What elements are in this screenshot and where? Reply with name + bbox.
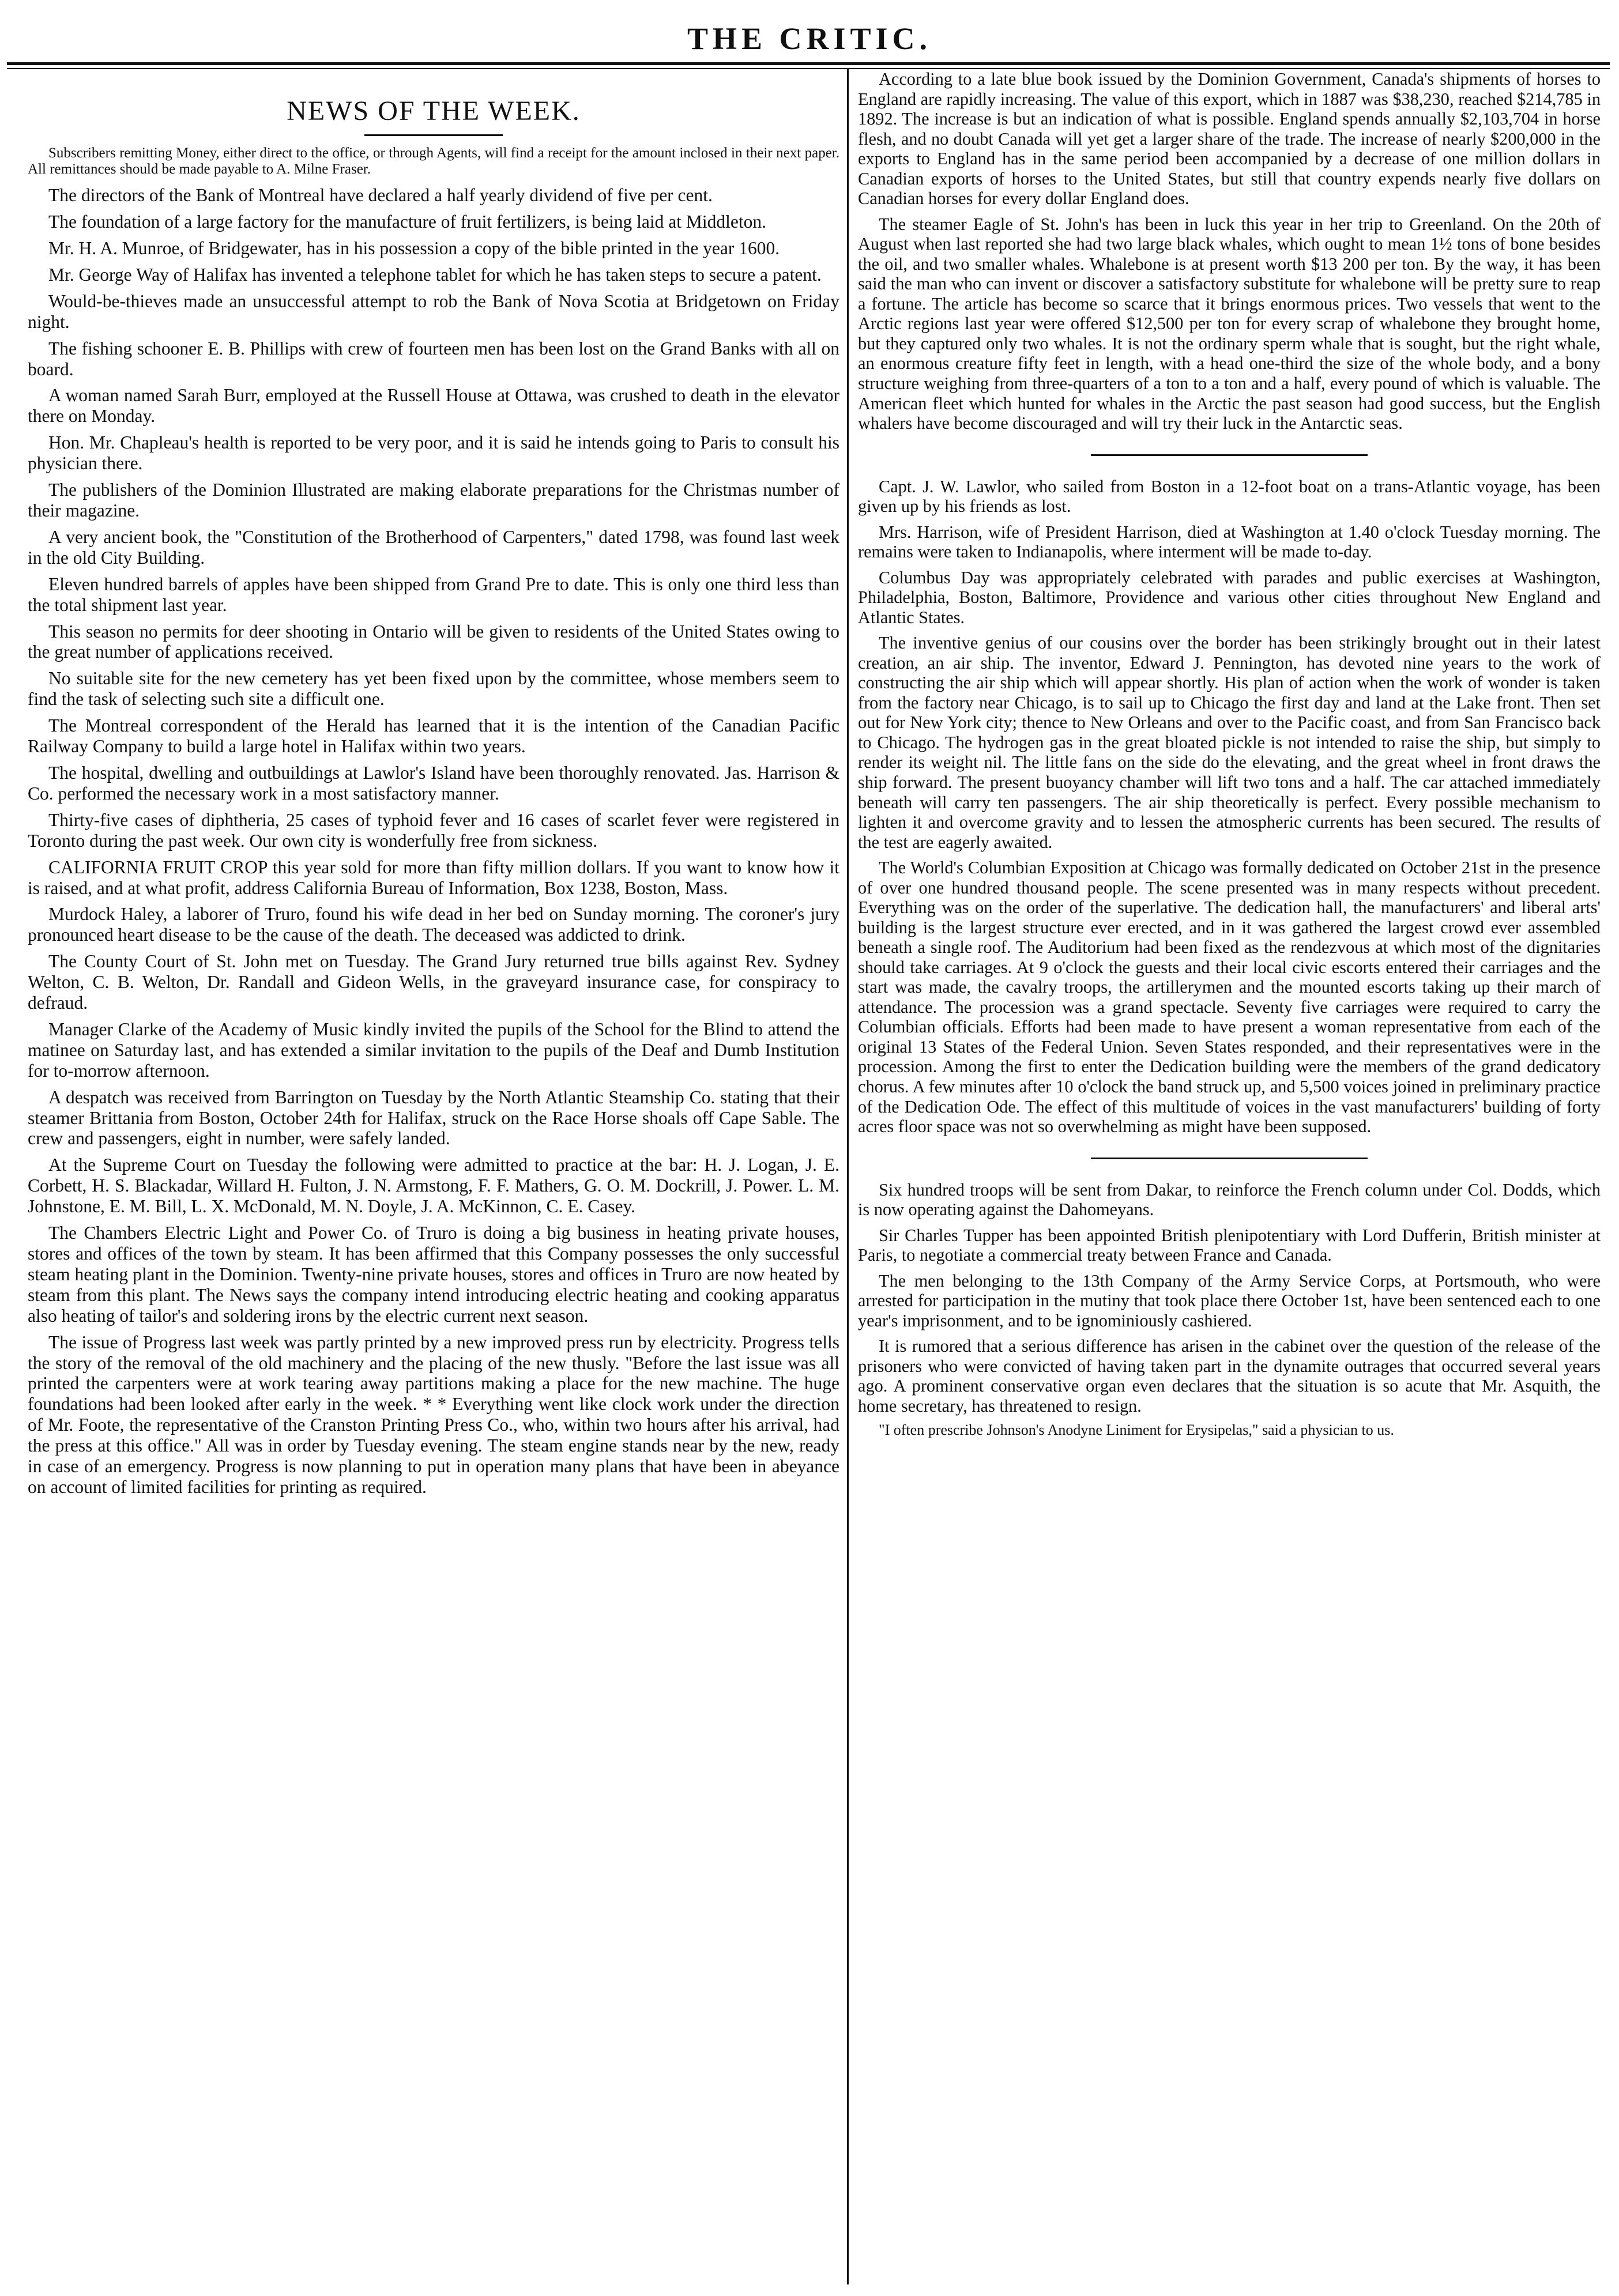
section-separator xyxy=(1091,454,1368,456)
news-item: Would-be-thieves made an unsuccessful attempt to rob the Bank of Nova Scotia at Bridgetown on Friday night. xyxy=(28,291,839,332)
news-item: The steamer Eagle of St. John's has been in luck this year in her trip to Greenland. On the 20th of August when last reported she had two large black whales, which ought to mean 1½ tons of bone besides the oil, and two smaller whales. Whalebone is at present worth $13 200 per ton. By the way, it has been said the man who can invent or discover a satisfactory substitute for whalebone will be pretty sure to reap a fortune. The article has become so scarce that it brings enormous prices. Two vessels that went to the Arctic regions last year were offered $12,500 per ton for every scrap of whalebone they brought home, but they captured only two whales. It is not the ordinary sperm whale that is sought, but the right whale, an enormous creature fifty feet in length, with a head one-third the size of the whole body, and a bony structure weighing from three-quarters of a ton to a ton and a half, every pound of which is valuable. The American fleet which hunted for whales in the Arctic the past season had good success, but the English whalers have become discouraged and will try their luck in the Antarctic seas. xyxy=(858,214,1601,433)
news-item: The foundation of a large factory for the manufacture of fruit fertilizers, is being laid at Middleton. xyxy=(48,212,766,232)
news-item: It is rumored that a serious difference has arisen in the cabinet over the question of the release of the prisoners who were convicted of having taken part in the dynamite outrages that occurred several years ago. A prominent conservative organ even declares that the situation is so acute that Mr. Asquith, the home secretary, has threatened to resign. xyxy=(858,1336,1601,1416)
news-item: Columbus Day was appropriately celebrated with parades and public exercises at Washington, Philadelphia, Boston, Baltimore, Providence and various other cities throughout New England and Atlantic States. xyxy=(858,567,1601,627)
news-item: Thirty-five cases of diphtheria, 25 cases of typhoid fever and 16 cases of scarlet fever were registered in Toronto during the past week. Our own city is wonderfully free from sickness. xyxy=(28,809,839,851)
news-item: Sir Charles Tupper has been appointed British plenipotentiary with Lord Dufferin, British minister at Paris, to negotiate a commercial treaty between France and Canada. xyxy=(858,1225,1601,1265)
news-item: The Montreal correspondent of the Herald has learned that it is the intention of the Canadian Pacific Railway Company to build a large hotel in Halifax within two years. xyxy=(28,715,839,757)
news-item: At the Supreme Court on Tuesday the following were admitted to practice at the bar: H. J. Logan, J. E. Corbett, H. S. Blackadar, Willard H. Fulton, J. N. Armstong, F. F. Mathers, G. O. M. Dockrill, J. Power. L. M. Johnstone, E. M. Bill, L. X. McDonald, M. N. Doyle, J. A. McKinnon, C. E. Casey. xyxy=(28,1155,839,1217)
section-separator xyxy=(1091,1158,1368,1159)
news-item: No suitable site for the new cemetery has yet been fixed upon by the committee, whose members seem to find the task of selecting such site a difficult one. xyxy=(28,668,839,710)
news-item: Capt. J. W. Lawlor, who sailed from Boston in a 12-foot boat on a trans-Atlantic voyage, has been given up by his friends as lost. xyxy=(858,476,1601,516)
closing-quote: "I often prescribe Johnson's Anodyne Liniment for Erysipelas," said a physician to us. xyxy=(879,1422,1394,1439)
news-item: Eleven hundred barrels of apples have been shipped from Grand Pre to date. This is only one third less than the total shipment last year. xyxy=(28,574,839,615)
news-item: The World's Columbian Exposition at Chicago was formally dedicated on October 21st in the presence of over one hundred thousand people. The scene presented was in many respects without precedent. Everything was on the order of the superlative. The dedication hall, the manufacturers' and liberal arts' building is the largest structure ever erected, and in it was gathered the largest crowd ever assembled beneath a single roof. The Auditorium had been fixed as the rendezvous at which most of the dignitaries should take carriages. At 9 o'clock the guests and their local civic escorts entered their carriages and the start was made, the cavalry troops, the artillerymen and the mounted escorts taking up their march of attendance. The procession was a grand spectacle. Seventy five carriages were required to carry the Columbian officials. Efforts had been made to have present a woman representative from each of the original 13 States of the Federal Union. Seven States responded, and their representatives were in the procession. Among the first to enter the Dedication building were the members of the grand dedicatory chorus. A few minutes after 10 o'clock the band struck up, and 5,500 voices joined in preliminary practice of the Dedication Ode. The effect of this multitude of voices in the vast manufacturers' building of forty acres floor space was not so overwhelming as might have been supposed. xyxy=(858,858,1601,1137)
news-item: The issue of Progress last week was partly printed by a new improved press run by electricity. Progress tells the story of the removal of the old machinery and the placing of the new thusly. "Before the last issue was all printed the carpenters were at work tearing away partitions making a place for the new machine. The huge foundations had been looked after early in the week. * * Everything went like clock work under the direction of Mr. Foote, the representative of the Cranston Printing Press Co., who, within two hours after his arrival, had the press at this office." All was in order by Tuesday evening. The steam engine stands near by the new, ready in case of an emergency. Progress is now planning to put in operation many plans that have been in abeyance on account of limited facilities for printing as required. xyxy=(28,1332,839,1497)
news-item: Mr. George Way of Halifax has invented a telephone tablet for which he has taken steps to secure a patent. xyxy=(48,264,822,285)
news-item: A very ancient book, the "Constitution of the Brotherhood of Carpenters," dated 1798, was found last week in the old City Building. xyxy=(28,526,839,568)
masthead-rule xyxy=(7,62,1610,69)
right-column xyxy=(858,69,1601,1445)
news-item: Hon. Mr. Chapleau's health is reported to be very poor, and it is said he intends going to Paris to consult his physician there. xyxy=(28,432,839,474)
column-divider xyxy=(847,68,849,2284)
news-item: This season no permits for deer shooting in Ontario will be given to residents of the United States owing to the great number of applications received. xyxy=(28,621,839,662)
news-item: Six hundred troops will be sent from Dakar, to reinforce the French column under Col. Dodds, which is now operating against the Dahomeyans. xyxy=(858,1179,1601,1220)
news-item: The fishing schooner E. B. Phillips with crew of fourteen men has been lost on the Grand Banks with all on board. xyxy=(28,338,839,379)
news-item: The men belonging to the 13th Company of the Army Service Corps, at Portsmouth, who were arrested for participation in the mutiny that took place there October 1st, have been sentenced each to one year's imprisonment, and to be ignominiously cashiered. xyxy=(858,1270,1601,1330)
news-item: Murdock Haley, a laborer of Truro, found his wife dead in her bed on Sunday morning. The coroner's jury pronounced heart disease to be the cause of the death. The deceased was addicted to drink. xyxy=(28,904,839,945)
news-item: The Chambers Electric Light and Power Co. of Truro is doing a big business in heating private houses, stores and offices of the town by steam. It has been affirmed that this Company possesses the only successful steam heating plant in the Dominion. Twenty-nine private houses, stores and offices in Truro are now heated by steam from this plant. The News says the company intend introducing electric heating and cooking apparatus also heating of tailor's and soldering irons by the electric current next season. xyxy=(28,1223,839,1326)
title-rule xyxy=(364,134,503,136)
news-item: A woman named Sarah Burr, employed at the Russell House at Ottawa, was crushed to death in the elevator there on Monday. xyxy=(28,385,839,427)
news-item: Manager Clarke of the Academy of Music kindly invited the pupils of the School for the Blind to attend the matinee on Saturday last, and has extended a similar invitation to the pupils of the Deaf and Dumb Institution for to-morrow afternoon. xyxy=(28,1019,839,1081)
left-column xyxy=(28,69,839,1503)
news-item: The publishers of the Dominion Illustrated are making elaborate preparations for the Christmas number of their magazine. xyxy=(28,480,839,521)
section-title: NEWS OF THE WEEK. xyxy=(287,96,581,126)
masthead: THE CRITIC. xyxy=(687,21,932,56)
news-item: Mrs. Harrison, wife of President Harrison, died at Washington at 1.40 o'clock Tuesday morning. The remains were taken to Indianapolis, where interment will be made to-day. xyxy=(858,522,1601,562)
news-item: CALIFORNIA FRUIT CROP this year sold for more than fifty million dollars. If you want to know how it is raised, and at what profit, address California Bureau of Information, Box 1238, Boston, Mass. xyxy=(28,857,839,898)
news-item: A despatch was received from Barrington on Tuesday by the North Atlantic Steamship Co. stating that their steamer Brittania from Boston, October 24th for Halifax, struck on the Race Horse shoals off Cape Sable. The crew and passengers, eight in number, were safely landed. xyxy=(28,1087,839,1149)
news-item: The inventive genius of our cousins over the border has been strikingly brought out in their latest creation, an air ship. The inventor, Edward J. Pennington, has devoted nine years to the work of constructing the air ship which will appear shortly. His plan of action when the work of wonder is taken from the factory near Chicago, is to sail up to Chicago the first day and land at the Lake front. Then set out for New York city; thence to New Orleans and over to the Pacific coast, and from San Francisco back to Chicago. The hydrogen gas in the great bloated pickle is not intended to raise the ship, but simply to render its weight nil. The little fans on the side do the elevating, and the great wheel in front draws the ship forward. The present buoyancy chamber will lift two tons and a half. The car attached immediately beneath will carry ten passengers. The air ship theoretically is perfect. Every possible mechanism to lighten it and overcome gravity and to lessen the atmospheric currents has been secured. The results of the test are eagerly awaited. xyxy=(858,633,1601,852)
news-item: Mr. H. A. Munroe, of Bridgewater, has in his possession a copy of the bible printed in the year 1600. xyxy=(48,238,780,259)
subscriber-notice: Subscribers remitting Money, either direct to the office, or through Agents, will find a receipt for the amount inclosed in their next paper. All remittances should be made payable to A. Milne Fraser. xyxy=(28,145,839,178)
news-item: According to a late blue book issued by the Dominion Government, Canada's shipments of horses to England are rapidly increasing. The value of this export, which in 1887 was $38,230, reached $214,785 in 1892. The increase is but an indication of what is possible. England spends annually $2,103,704 in horse flesh, and no doubt Canada will yet get a larger share of the trade. The increase of nearly $200,000 in the exports to England has in the same period been accompanied by a decrease of one million dollars in Canadian exports of horses to the United States, but still that country expends nearly five dollars on Canadian horses for every dollar England does. xyxy=(858,69,1601,209)
news-item: The hospital, dwelling and outbuildings at Lawlor's Island have been thoroughly renovated. Jas. Harrison & Co. performed the necessary work in a most satisfactory manner. xyxy=(28,762,839,804)
news-item: The County Court of St. John met on Tuesday. The Grand Jury returned true bills against Rev. Sydney Welton, C. B. Welton, Dr. Randall and Gideon Wells, in the graveyard insurance case, for conspiracy to defraud. xyxy=(28,951,839,1013)
news-item: The directors of the Bank of Montreal have declared a half yearly dividend of five per cent. xyxy=(48,185,713,206)
